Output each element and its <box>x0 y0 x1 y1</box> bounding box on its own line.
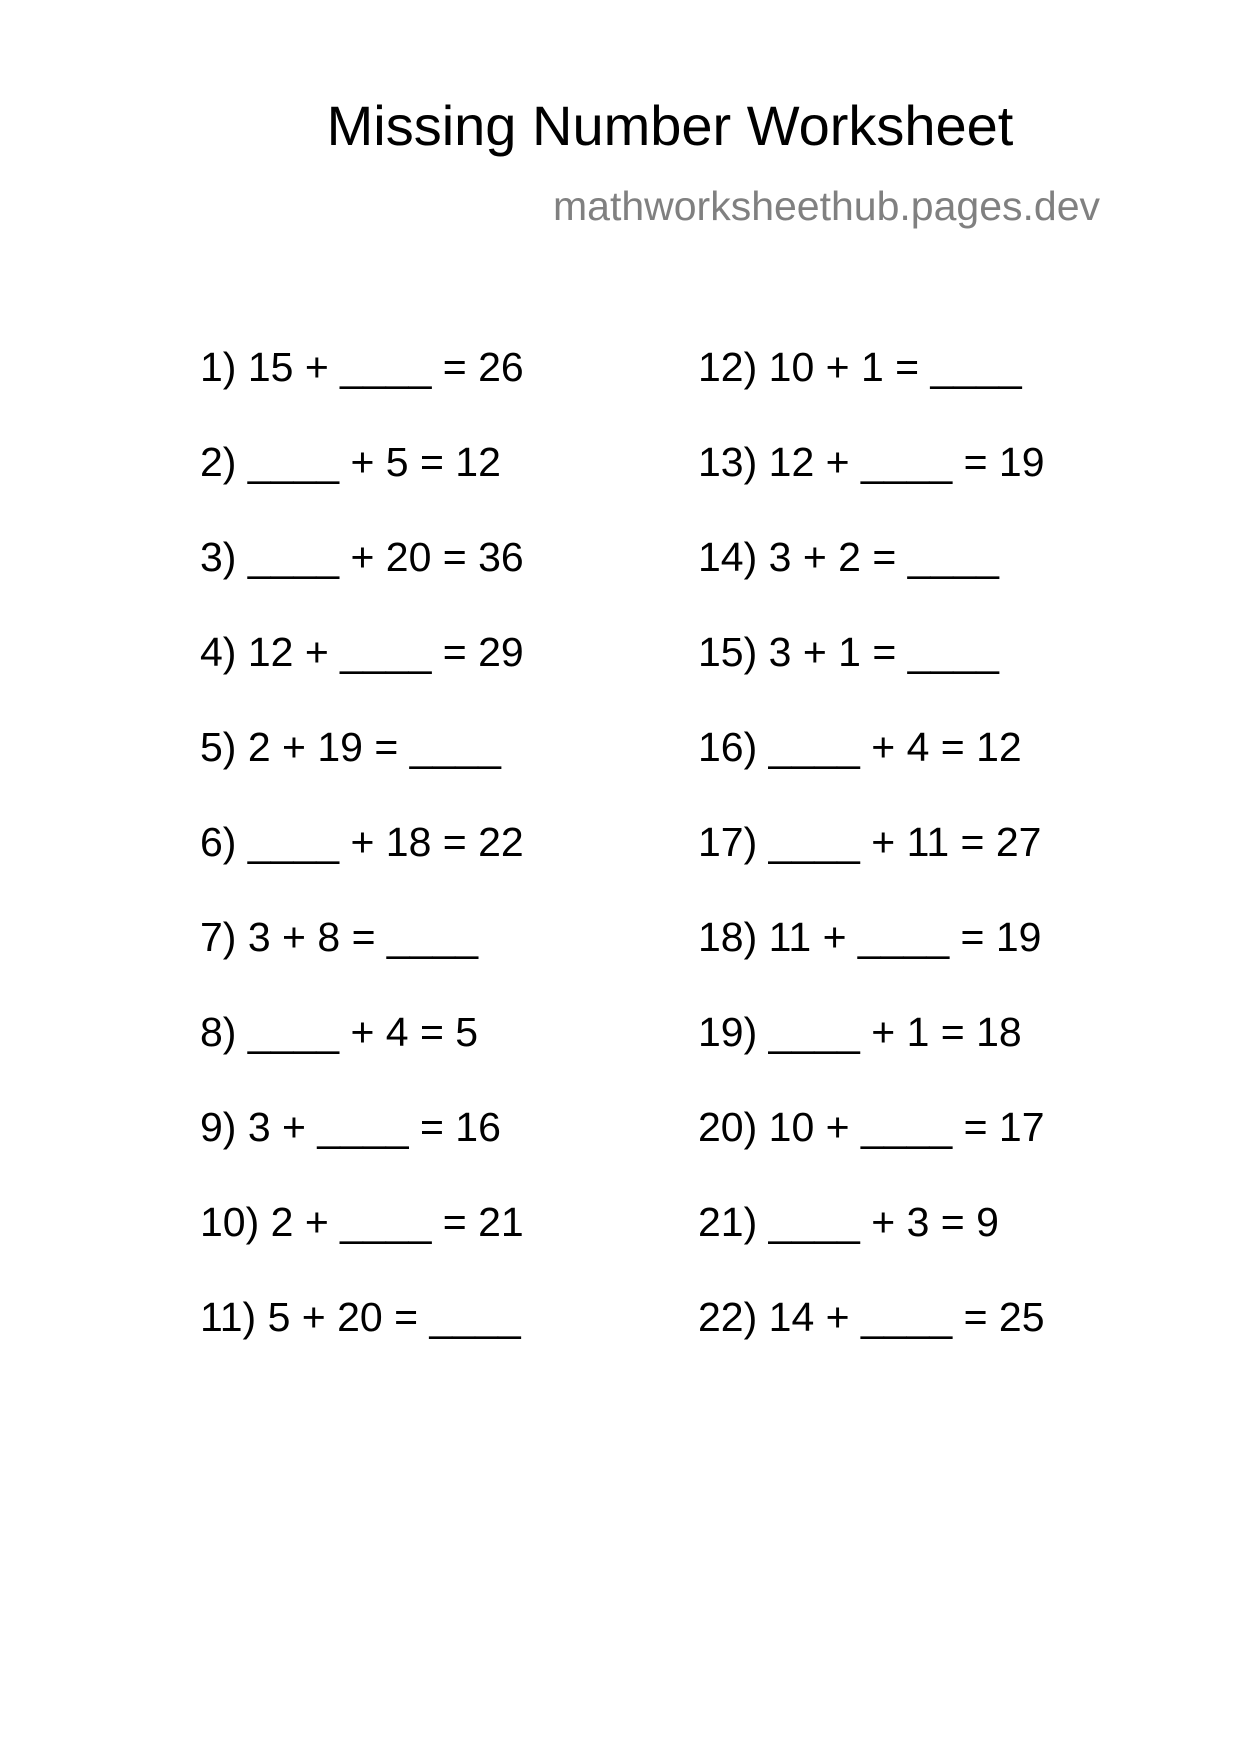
problem-5: 5) 2 + 19 = ____ <box>200 724 501 770</box>
site-url: mathworksheethub.pages.dev <box>552 183 1100 229</box>
problem-7: 7) 3 + 8 = ____ <box>200 914 479 960</box>
worksheet-title: Missing Number Worksheet <box>326 94 1014 157</box>
problem-10: 10) 2 + ____ = 21 <box>200 1199 524 1245</box>
problem-3: 3) ____ + 20 = 36 <box>200 534 524 580</box>
problem-9: 9) 3 + ____ = 16 <box>200 1104 501 1150</box>
problem-11: 11) 5 + 20 = ____ <box>200 1294 521 1340</box>
problem-column-right <box>698 344 1045 1392</box>
problem-14: 14) 3 + 2 = ____ <box>698 534 999 580</box>
problem-18: 18) 11 + ____ = 19 <box>698 914 1042 960</box>
problem-15: 15) 3 + 1 = ____ <box>698 629 999 675</box>
problem-13: 13) 12 + ____ = 19 <box>698 439 1045 485</box>
problem-1: 1) 15 + ____ = 26 <box>200 344 524 390</box>
problem-6: 6) ____ + 18 = 22 <box>200 819 524 865</box>
problem-20: 20) 10 + ____ = 17 <box>698 1104 1045 1150</box>
problem-19: 19) ____ + 1 = 18 <box>698 1009 1022 1055</box>
problem-17: 17) ____ + 11 = 27 <box>698 819 1042 865</box>
problem-8: 8) ____ + 4 = 5 <box>200 1009 479 1055</box>
problem-22: 22) 14 + ____ = 25 <box>698 1294 1045 1340</box>
problem-2: 2) ____ + 5 = 12 <box>200 439 501 485</box>
problem-4: 4) 12 + ____ = 29 <box>200 629 524 675</box>
problem-column-left <box>200 344 524 1392</box>
problem-12: 12) 10 + 1 = ____ <box>698 344 1022 390</box>
problem-21: 21) ____ + 3 = 9 <box>698 1199 999 1245</box>
problem-16: 16) ____ + 4 = 12 <box>698 724 1022 770</box>
